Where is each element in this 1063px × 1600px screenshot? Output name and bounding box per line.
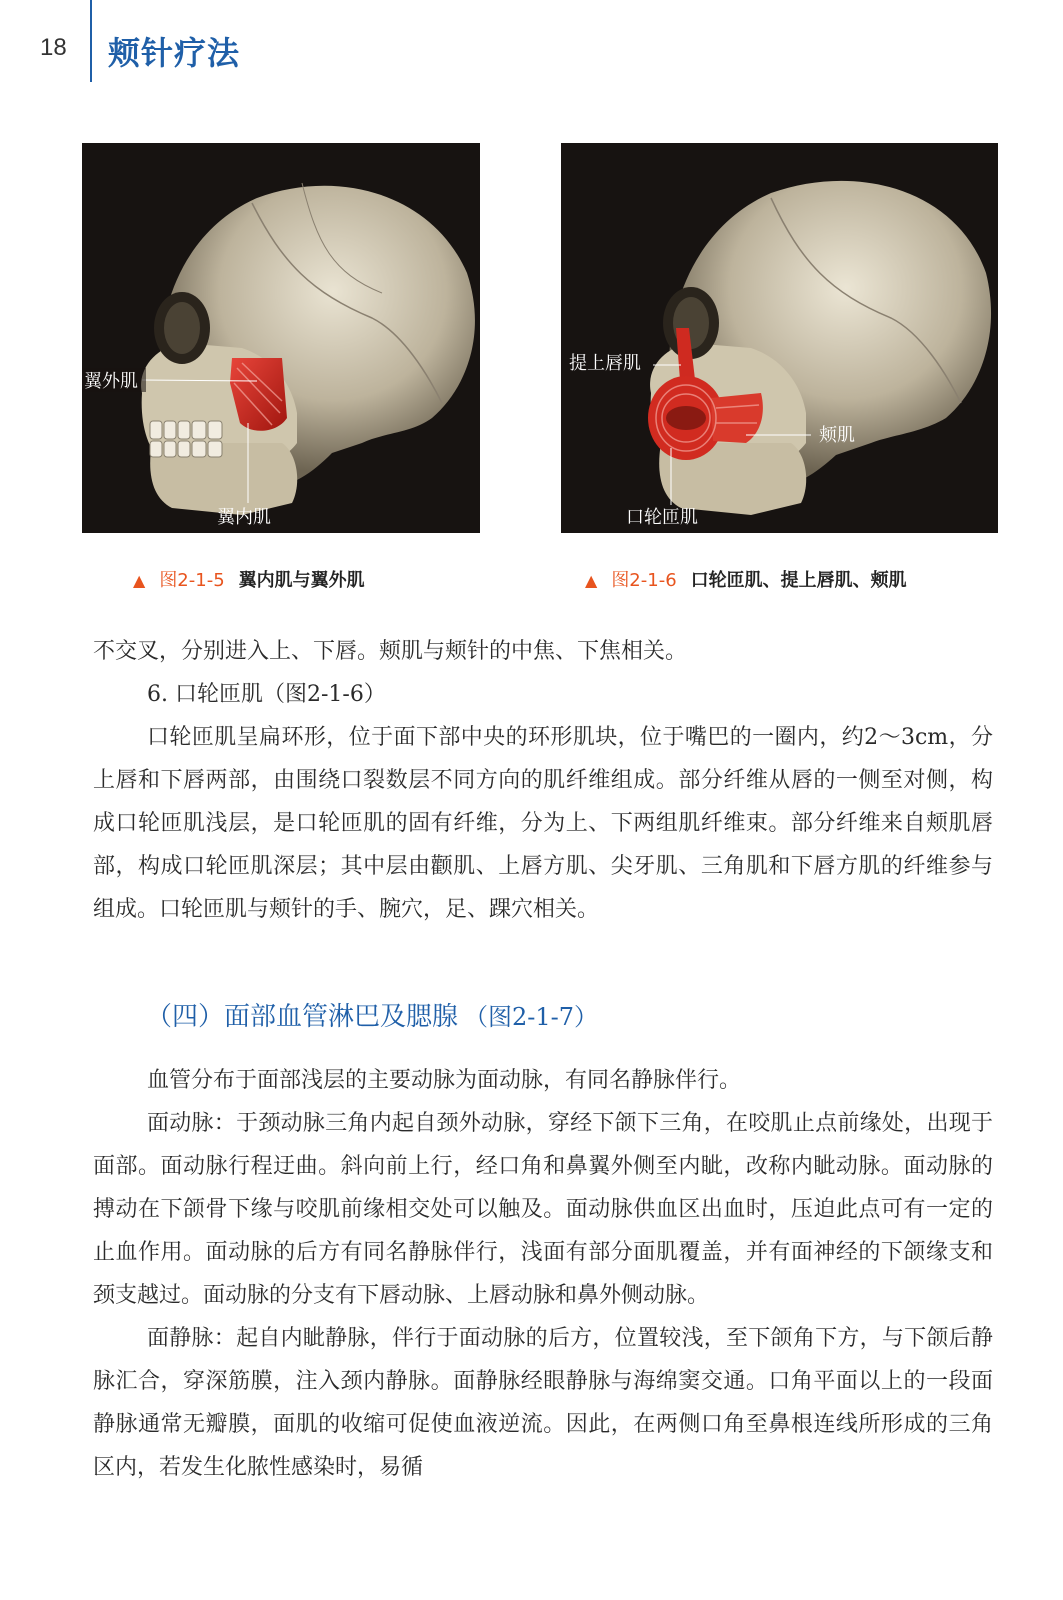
label-lateral-pterygoid: 翼外肌 <box>84 371 138 392</box>
label-medial-pterygoid: 翼内肌 <box>217 507 271 528</box>
caption-title: 口轮匝肌、提上唇肌、颊肌 <box>690 570 907 591</box>
caption-title: 翼内肌与翼外肌 <box>238 570 365 591</box>
figure-pterygoid-muscles <box>82 143 480 533</box>
section-heading <box>146 996 598 1033</box>
skull-illustration-2 <box>561 143 998 533</box>
figure-caption-2-1-5 <box>133 566 365 592</box>
label-levator-labii: 提上唇肌 <box>569 353 641 374</box>
paragraph-intro: 血管分布于面部浅层的主要动脉为面动脉，有同名静脉伴行。 <box>147 1068 742 1093</box>
caption-number: 图2-1-6 <box>611 570 677 591</box>
body-text-lower <box>93 1059 993 1489</box>
book-title: 颊针疗法 <box>108 34 241 72</box>
triangle-marker-icon: ▲ <box>133 571 146 590</box>
skull-illustration-1 <box>82 143 480 533</box>
section-heading-title: （四）面部血管淋巴及腮腺 <box>146 1002 459 1032</box>
paragraph-orbicularis: 口轮匝肌呈扁环形，位于面下部中央的环形肌块，位于嘴巴的一圈内，约2～3cm，分上唇和下唇两部，由围绕口裂数层不同方向的肌纤维组成。部分纤维从唇的一侧至对侧，构成口轮匝肌浅层，是口轮匝肌的固有纤维，分为上、下两组肌纤维束。部分纤维来自颊肌唇部，构成口轮匝肌深层；其中层由颧肌、上唇方肌、尖牙肌、三角肌和下唇方肌的纤维参与组成。口轮匝肌与颊针的手、腕穴，足、踝穴相关。 <box>93 725 993 922</box>
paragraph-facial-artery: 面动脉：于颈动脉三角内起自颈外动脉，穿经下颌下三角，在咬肌止点前缘处，出现于面部。面动脉行程迂曲。斜向前上行，经口角和鼻翼外侧至内眦，改称内眦动脉。面动脉的搏动在下颌骨下缘与咬肌前缘相交处可以触及。面动脉供血区出血时，压迫此点可有一定的止血作用。面动脉的后方有同名静脉伴行，浅面有部分面肌覆盖，并有面神经的下颌缘支和颈支越过。面动脉的分支有下唇动脉、上唇动脉和鼻外侧动脉。 <box>93 1111 993 1308</box>
label-orbicularis-oris: 口轮匝肌 <box>626 507 698 528</box>
caption-number: 图2-1-5 <box>159 570 225 591</box>
figure-caption-2-1-6 <box>585 566 907 592</box>
item-heading-orbicularis: 6. 口轮匝肌（图2-1-6） <box>147 682 386 707</box>
label-buccinator: 颊肌 <box>819 425 855 446</box>
paragraph-facial-vein: 面静脉：起自内眦静脉，伴行于面动脉的后方，位置较浅，至下颌角下方，与下颌后静脉汇合，穿深筋膜，注入颈内静脉。面静脉经眼静脉与海绵窦交通。口角平面以上的一段面静脉通常无瓣膜，面肌的收缩可促使血液逆流。因此，在两侧口角至鼻根连线所形成的三角区内，若发生化脓性感染时，易循 <box>93 1326 993 1480</box>
figure-orbicularis-oris <box>561 143 998 533</box>
header-divider <box>90 0 92 82</box>
page-header <box>0 0 1063 90</box>
body-text-upper <box>93 630 993 931</box>
section-heading-figure-ref: （图2-1-7） <box>464 1003 599 1031</box>
triangle-marker-icon: ▲ <box>585 571 598 590</box>
page-number: 18 <box>40 34 67 61</box>
paragraph-continuation: 不交叉，分别进入上、下唇。颊肌与颊针的中焦、下焦相关。 <box>93 639 688 664</box>
